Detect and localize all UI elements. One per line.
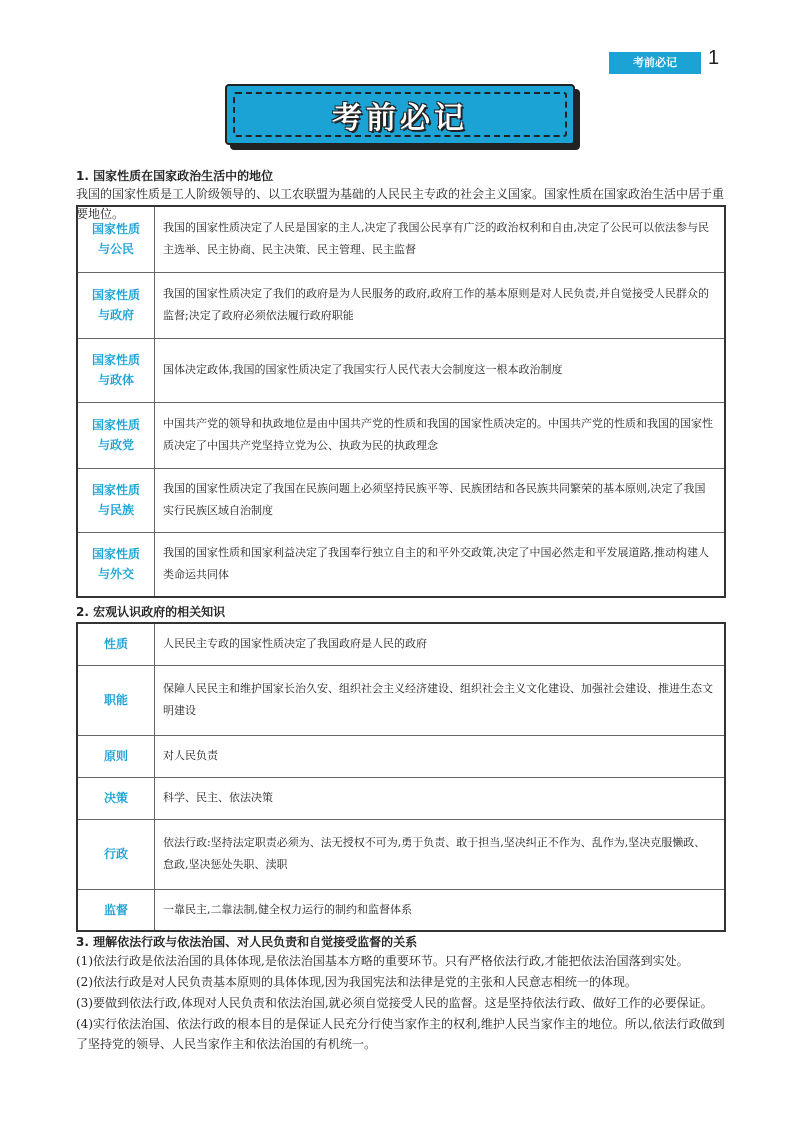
label-line2: 与外交 [97, 567, 134, 582]
row-content: 科学、民主、依法决策 [155, 777, 726, 819]
government-table [76, 622, 726, 932]
table-row [77, 889, 725, 931]
label-line1: 国家性质 [91, 547, 140, 562]
label-line2: 与民族 [97, 503, 134, 517]
table-row [77, 206, 725, 272]
table-row [77, 532, 725, 597]
section1-intro: 我国的国家性质是工人阶级领导的、以工农联盟为基础的人民民主专政的社会主义国家。国家性质在国家政治生活中居于重要地位。 [76, 187, 725, 221]
label-line2: 与公民 [97, 242, 134, 257]
row-label: 性质 [77, 623, 155, 665]
section3-item-1: (1)依法行政是依法治国的具体体现,是依法治国基本方略的重要环节。只有严格依法行政,才能把依法治国落到实处。 [76, 954, 689, 968]
row-label: 行政 [77, 819, 155, 889]
section3-item-2: (2)依法行政是对人民负责基本原则的具体体现,因为我国宪法和法律是党的主张和人民意志相统一的体现。 [76, 975, 637, 989]
row-label: 决策 [77, 777, 155, 819]
table-row [77, 777, 725, 819]
state-nature-table [76, 205, 726, 598]
section3-item-3: (3)要做到依法行政,体现对人民负责和依法治国,就必须自觉接受人民的监督。这是坚持依法行政、做好工作的必要保证。 [76, 996, 713, 1010]
row-content: 国体决定政体,我国的国家性质决定了我国实行人民代表大会制度这一根本政治制度 [155, 338, 726, 402]
table-row [77, 338, 725, 402]
row-content: 我国的国家性质和国家利益决定了我国奉行独立自主的和平外交政策,决定了中国必然走和平发展道路,推动构建人类命运共同体 [155, 532, 726, 597]
table-row [77, 468, 725, 532]
label-line2: 与政府 [97, 308, 134, 322]
label-line1: 国家性质 [91, 353, 140, 367]
row-content: 我国的国家性质决定了我们的政府是为人民服务的政府,政府工作的基本原则是对人民负责,并自觉接受人民群众的监督;决定了政府必须依法履行政府职能 [155, 272, 726, 338]
label-line2: 与政党 [97, 438, 134, 452]
label-line1: 国家性质 [91, 288, 140, 302]
row-content: 对人民负责 [155, 735, 726, 777]
row-label: 监督 [77, 889, 155, 931]
row-label [77, 206, 155, 272]
page-title: 考前必记 [332, 100, 468, 136]
section3-heading: 3. 理解依法行政与依法治国、对人民负责和自觉接受监督的关系 [76, 935, 418, 949]
label-line1: 国家性质 [91, 222, 140, 237]
table-row [77, 623, 725, 665]
label-line1: 国家性质 [91, 483, 140, 497]
title-dashed-frame [233, 92, 567, 137]
table-row [77, 665, 725, 735]
row-label [77, 272, 155, 338]
title-banner [225, 84, 575, 145]
label-line1: 国家性质 [91, 418, 140, 432]
row-label: 原则 [77, 735, 155, 777]
table-row [77, 402, 725, 468]
row-label [77, 532, 155, 597]
row-content: 中国共产党的领导和执政地位是由中国共产党的性质和我国的国家性质决定的。中国共产党的性质和我国的国家性质决定了中国共产党坚持立党为公、执政为民的执政理念 [155, 402, 726, 468]
section1-heading: 1. 国家性质在国家政治生活中的地位 [76, 169, 274, 183]
row-content: 我国的国家性质决定了人民是国家的主人,决定了我国公民享有广泛的政治权利和自由,决定了公民可以依法参与民主选举、民主协商、民主决策、民主管理、民主监督 [155, 206, 726, 272]
row-label [77, 402, 155, 468]
table-row [77, 735, 725, 777]
row-content: 我国的国家性质决定了我国在民族问题上必须坚持民族平等、民族团结和各民族共同繁荣的基本原则,决定了我国实行民族区域自治制度 [155, 468, 726, 532]
row-content: 保障人民民主和维护国家长治久安、组织社会主义经济建设、组织社会主义文化建设、加强社会建设、推进生态文明建设 [155, 665, 726, 735]
row-content: 一靠民主,二靠法制,健全权力运行的制约和监督体系 [155, 889, 726, 931]
section-tab: 考前必记 [609, 52, 701, 74]
section3-item-4: (4)实行依法治国、依法行政的根本目的是保证人民充分行使当家作主的权利,维护人民当家作主的地位。所以,依法行政做到了坚持党的领导、人民当家作主和依法治国的有机统一。 [76, 1017, 725, 1051]
label-line2: 与政体 [97, 373, 134, 387]
page-number: 1 [708, 47, 720, 69]
row-label [77, 468, 155, 532]
section2-heading: 2. 宏观认识政府的相关知识 [76, 605, 226, 619]
row-content: 依法行政:坚持法定职责必须为、法无授权不可为,勇于负责、敢于担当,坚决纠正不作为、乱作为,坚决克服懒政、怠政,坚决惩处失职、渎职 [155, 819, 726, 889]
row-content: 人民民主专政的国家性质决定了我国政府是人民的政府 [155, 623, 726, 665]
table-row [77, 272, 725, 338]
table-row [77, 819, 725, 889]
row-label [77, 338, 155, 402]
row-label: 职能 [77, 665, 155, 735]
